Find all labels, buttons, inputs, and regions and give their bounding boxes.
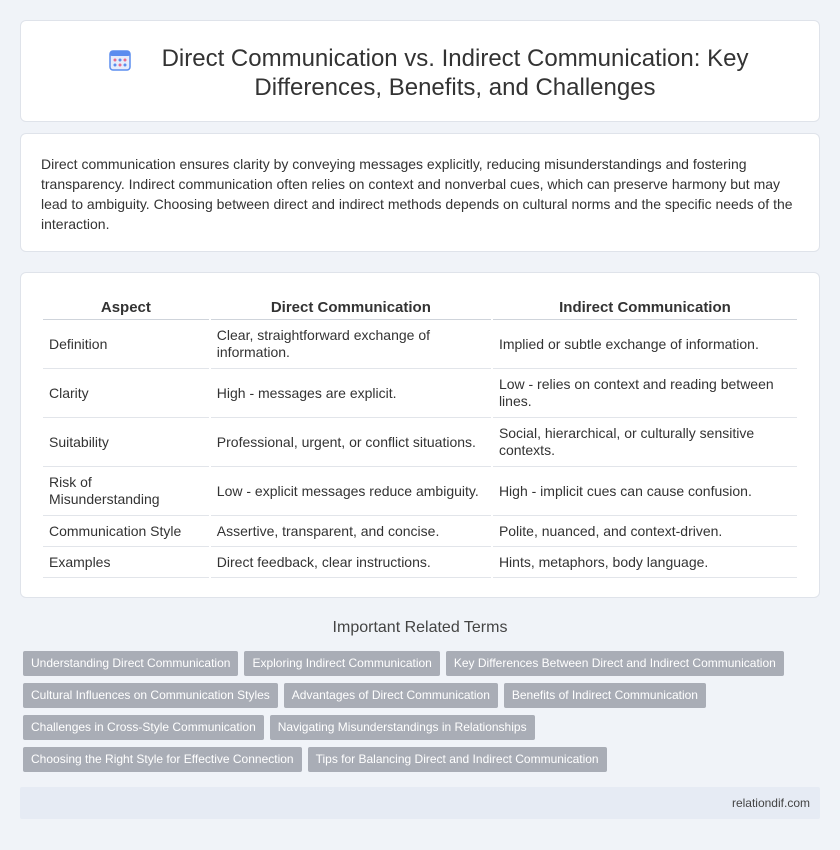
cell-direct: Assertive, transparent, and concise. — [211, 516, 491, 547]
table-row — [43, 467, 797, 516]
cell-aspect: Risk of Misunderstanding — [43, 467, 209, 516]
tag-row — [23, 651, 790, 676]
cell-aspect: Definition — [43, 320, 209, 369]
related-term-link[interactable]: Key Differences Between Direct and Indirect Communication — [446, 651, 784, 676]
table-row — [43, 418, 797, 467]
related-term-link[interactable]: Advantages of Direct Communication — [284, 683, 498, 708]
cell-indirect: High - implicit cues can cause confusion. — [493, 467, 797, 516]
tag-row — [23, 683, 712, 708]
cell-indirect: Implied or subtle exchange of information. — [493, 320, 797, 369]
table-row — [43, 369, 797, 418]
cell-direct: Low - explicit messages reduce ambiguity. — [211, 467, 491, 516]
cell-direct: High - messages are explicit. — [211, 369, 491, 418]
cell-aspect: Communication Style — [43, 516, 209, 547]
cell-indirect: Hints, metaphors, body language. — [493, 547, 797, 578]
cell-aspect: Suitability — [43, 418, 209, 467]
header-direct: Direct Communication — [211, 295, 491, 320]
tag-row — [23, 747, 613, 772]
related-term-link[interactable]: Tips for Balancing Direct and Indirect Communication — [308, 747, 607, 772]
related-term-link[interactable]: Choosing the Right Style for Effective Connection — [23, 747, 302, 772]
page-title: Direct Communication vs. Indirect Communication: Key Differences, Benefits, and Challenges — [161, 45, 749, 101]
intro-card — [20, 133, 820, 252]
cell-direct: Professional, urgent, or conflict situations. — [211, 418, 491, 467]
cell-indirect: Low - relies on context and reading between lines. — [493, 369, 797, 418]
header-indirect: Indirect Communication — [493, 295, 797, 320]
table-row — [43, 320, 797, 369]
comparison-card — [20, 272, 820, 598]
tag-row — [23, 715, 541, 740]
related-term-link[interactable]: Navigating Misunderstandings in Relationships — [270, 715, 535, 740]
cell-aspect: Examples — [43, 547, 209, 578]
table-row — [43, 516, 797, 547]
calendar-icon — [107, 47, 133, 73]
related-terms-heading: Important Related Terms — [332, 619, 508, 636]
footer — [20, 787, 820, 819]
related-term-link[interactable]: Challenges in Cross-Style Communication — [23, 715, 264, 740]
related-term-link[interactable]: Benefits of Indirect Communication — [504, 683, 706, 708]
related-term-link[interactable]: Exploring Indirect Communication — [244, 651, 439, 676]
intro-paragraph: Direct communication ensures clarity by conveying messages explicitly, reducing misunderstandings and fostering transparency. Indirect communication often relies on context and nonverbal cues, which can preserve harmony but may lead to ambiguity. Choosing between direct and indirect methods depends on cultural norms and the specific needs of the interaction. — [41, 156, 793, 232]
related-term-link[interactable]: Cultural Influences on Communication Styles — [23, 683, 278, 708]
table-row — [43, 547, 797, 578]
cell-indirect: Polite, nuanced, and context-driven. — [493, 516, 797, 547]
cell-indirect: Social, hierarchical, or culturally sensitive contexts. — [493, 418, 797, 467]
cell-aspect: Clarity — [43, 369, 209, 418]
table-header-row — [43, 295, 797, 320]
cell-direct: Direct feedback, clear instructions. — [211, 547, 491, 578]
header-aspect: Aspect — [43, 295, 209, 320]
title-card — [20, 20, 820, 122]
related-term-link[interactable]: Understanding Direct Communication — [23, 651, 238, 676]
comparison-table — [41, 295, 799, 578]
cell-direct: Clear, straightforward exchange of information. — [211, 320, 491, 369]
footer-site-link[interactable]: relationdif.com — [731, 796, 810, 810]
